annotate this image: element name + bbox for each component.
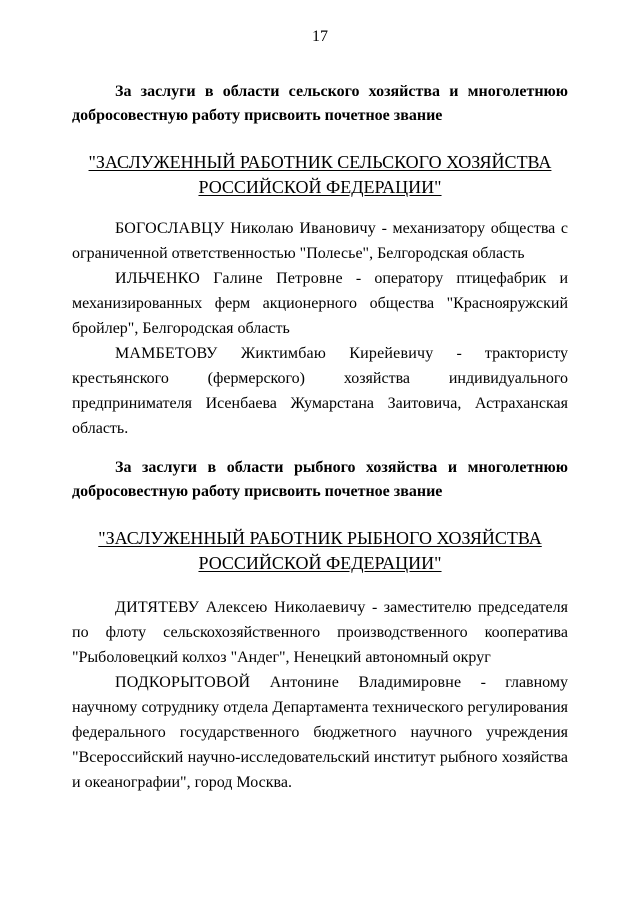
section-agriculture — [72, 80, 568, 128]
award-title-text: "ЗАСЛУЖЕННЫЙ РАБОТНИК РЫБНОГО ХОЗЯЙСТВА — [98, 528, 542, 548]
awardee-list-fisheries — [72, 595, 568, 795]
section-intro: За заслуги в области сельского хозяйства и многолетнюю добросовестную работу присвоить почетное звание — [72, 83, 568, 124]
awardee-entry — [72, 595, 568, 670]
award-title-line — [72, 150, 568, 175]
awardee-entry — [72, 266, 568, 341]
awardee-details: - заместителю председателя по флоту сельскохозяйственного производственного кооператива "Рыболовецкий колхоз "Андег", Ненецкий автономный округ — [72, 599, 569, 666]
award-title-text: РОССИЙСКОЙ ФЕДЕРАЦИИ" — [198, 553, 442, 573]
award-title-line — [72, 175, 568, 200]
awardee-list-agriculture — [72, 216, 568, 441]
awardee-name: ДИТЯТЕВУ Алексею Николаевичу — [115, 599, 366, 616]
awardee-entry — [72, 216, 568, 266]
section-intro: За заслуги в области рыбного хозяйства и многолетнюю добросовестную работу присвоить почетное звание — [72, 459, 568, 500]
awardee-details: - механизатору общества с ограниченной ответственностью "Полесье", Белгородская область — [72, 220, 568, 262]
awardee-name: БОГОСЛАВЦУ Николаю Ивановичу — [115, 220, 376, 237]
awardee-name: ИЛЬЧЕНКО Галине Петровне — [115, 270, 343, 287]
awardee-details: - главному научному сотруднику отдела Департамента технического регулирования федерального государственного бюджетного научного учреждения "Всероссийский научно-исследовательский институт рыбного хозяйства и океанографии", город Москва. — [72, 674, 568, 791]
awardee-entry — [72, 341, 568, 441]
awardee-details: - оператору птицефабрик и механизированных ферм акционерного общества "Краснояружский бройлер", Белгородская область — [72, 270, 569, 337]
award-title-text: РОССИЙСКОЙ ФЕДЕРАЦИИ" — [198, 177, 442, 197]
awardee-details: - трактористу крестьянского (фермерского) хозяйства индивидуального предпринимателя Исенбаева Жумарстана Заитовича, Астраханская область. — [72, 345, 568, 437]
awardee-name: ПОДКОРЫТОВОЙ Антонине Владимировне — [115, 674, 462, 691]
award-title-fisheries — [72, 526, 568, 576]
awardee-entry — [72, 670, 568, 795]
award-title-text: "ЗАСЛУЖЕННЫЙ РАБОТНИК СЕЛЬСКОГО ХОЗЯЙСТВА — [88, 152, 552, 172]
award-title-agriculture — [72, 150, 568, 200]
award-title-line — [72, 551, 568, 576]
award-title-line — [72, 526, 568, 551]
awardee-name: МАМБЕТОВУ Жиктимбаю Кирейевичу — [115, 345, 434, 362]
page-number: 17 — [312, 28, 328, 45]
section-fisheries — [72, 456, 568, 504]
